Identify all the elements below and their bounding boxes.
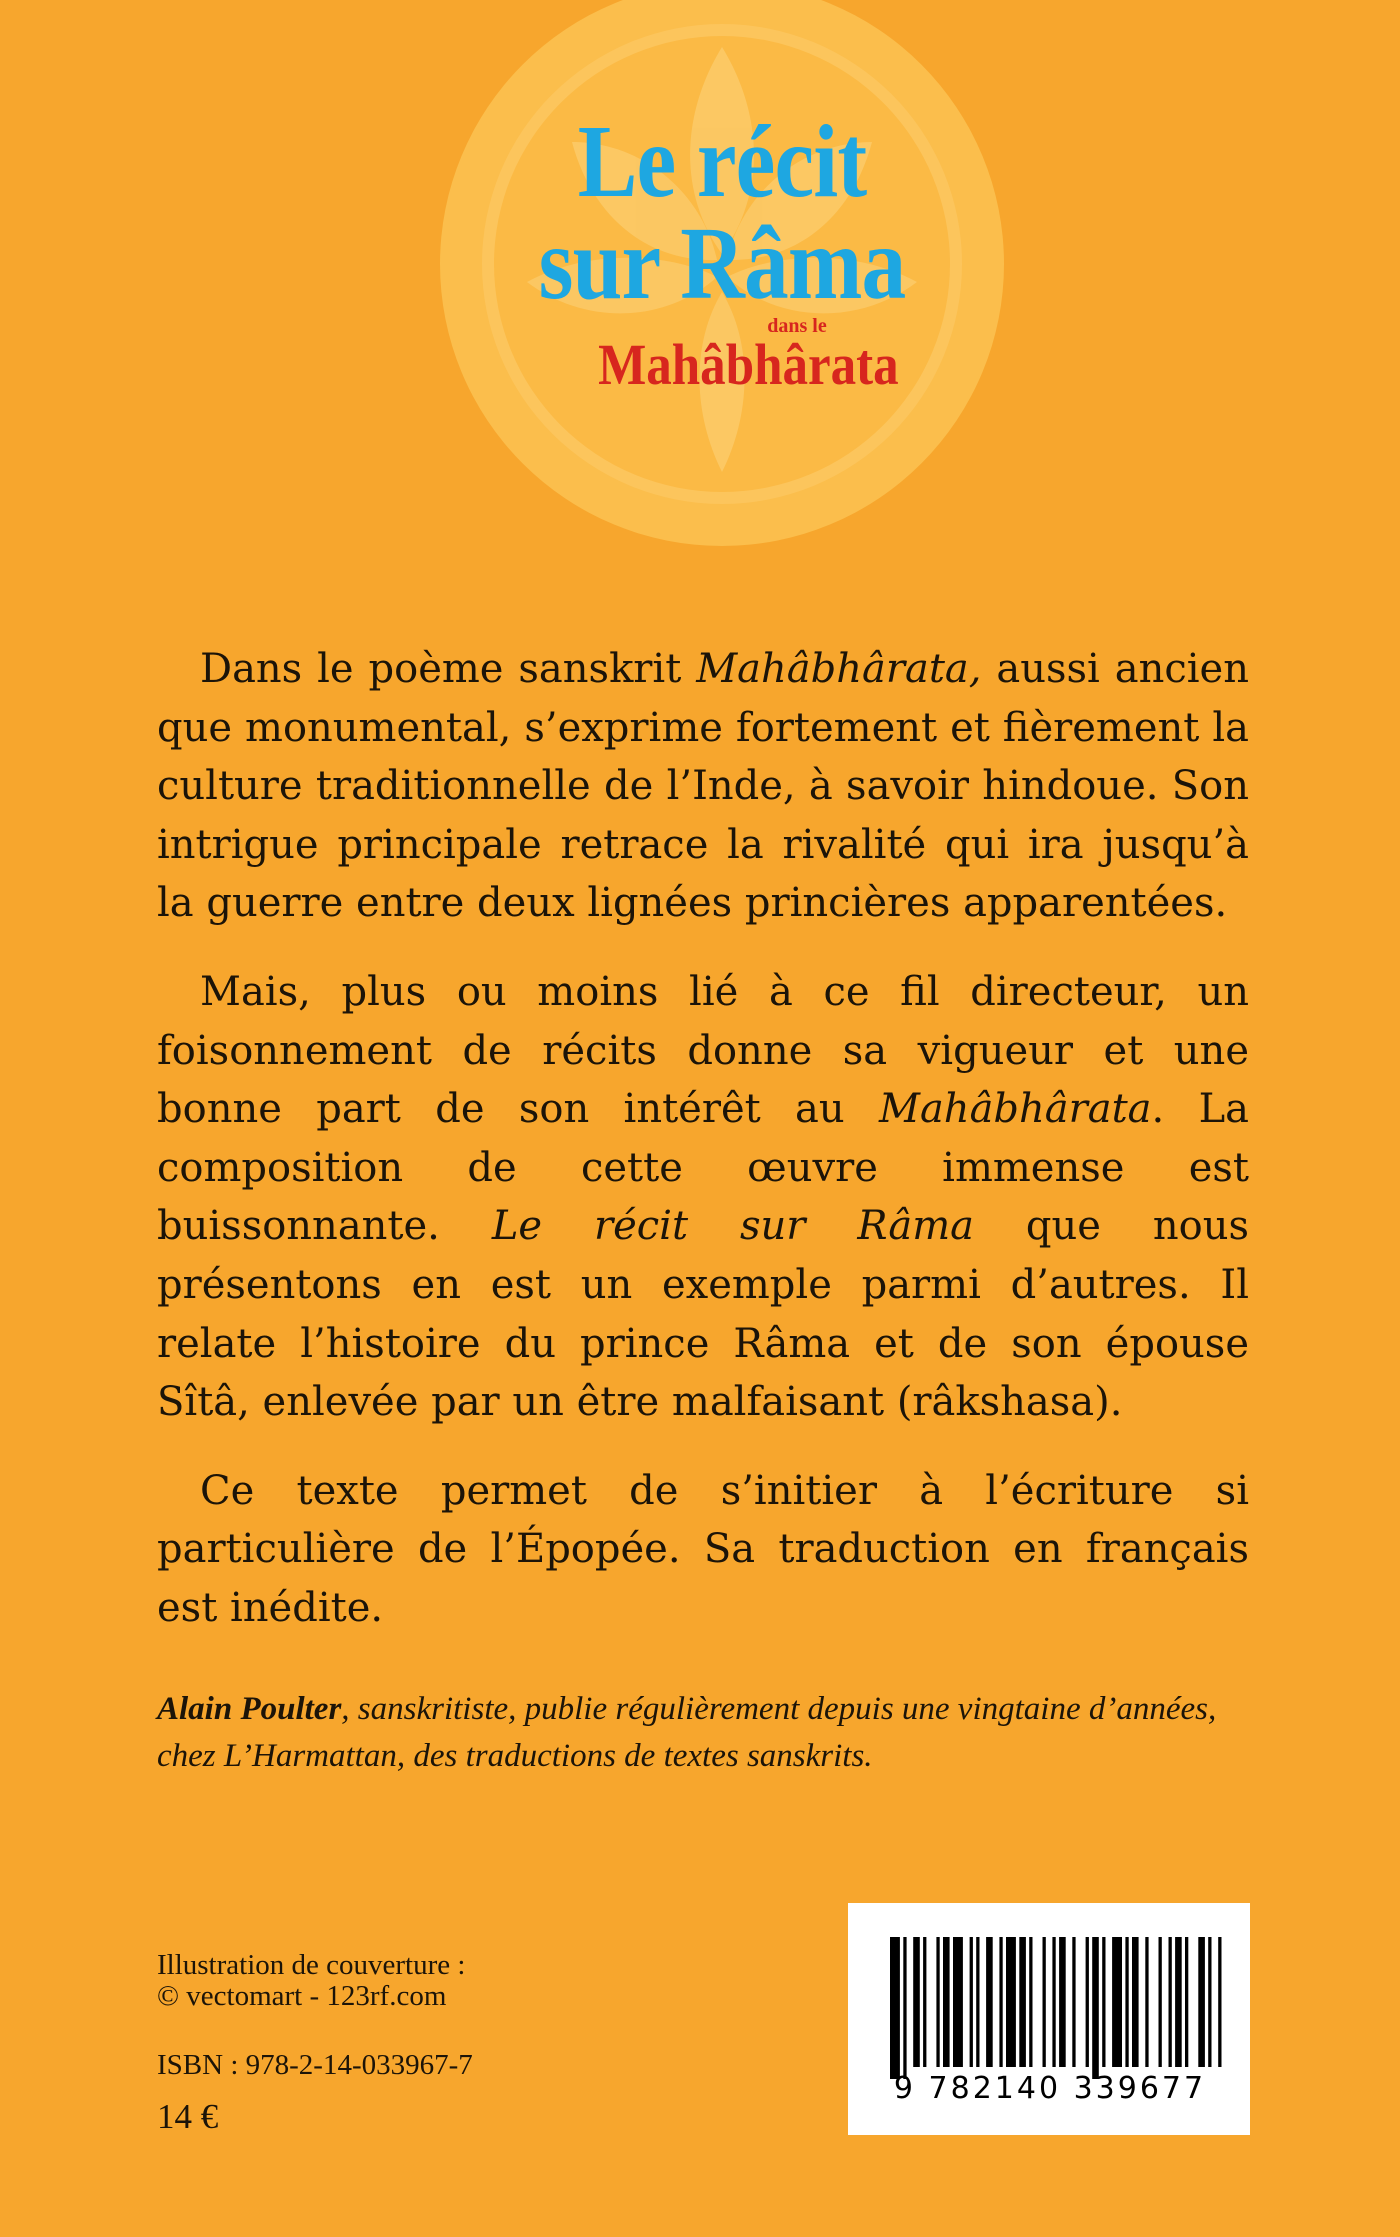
barcode-bar (1019, 1937, 1026, 2067)
barcode-bar (976, 1937, 979, 2067)
blurb-paragraph-2: Mais, plus ou moins lié à ce fil directeur, un foisonnement de récits donne sa vigueur et une bonne part de son intérêt au Mahâbhârata. La composition de cette œuvre immense est buissonnante. Le récit sur Râma que nous présentons en est un exemple parmi d’autres. Il relate l’histoire du prince Râma et de son épouse Sîtâ, enlevée par un être malfaisant (râkshasa). (157, 968, 1250, 1426)
barcode-bar (943, 1937, 950, 2067)
barcode-bar (1043, 1937, 1046, 2067)
barcode-bar (1059, 1937, 1066, 2067)
barcode-bar (1029, 1937, 1032, 2067)
barcode-bar (1052, 1937, 1055, 2067)
blurb-paragraph-1: Dans le poème sanskrit Mahâbhârata, aussi ancien que monumental, s’exprime fortement et fièrement la culture traditionnelle de l’Inde, à savoir hindoue. Son intrigue principale retrace la rivalité qui ira jusqu’à la guerre entre deux lignées princières apparentées. (157, 646, 1249, 927)
barcode-bar (913, 1937, 920, 2067)
barcode-bar (1145, 1937, 1148, 2067)
title-line-1: Le récit (577, 104, 867, 219)
illustration-credits: Illustration de couverture : © vectomart - 123rf.com (157, 1949, 466, 2012)
barcode-bar (1185, 1937, 1188, 2067)
author-name: Alain Poulter (157, 1691, 342, 1727)
barcode-bar (953, 1937, 963, 2067)
barcode-bar (903, 1937, 906, 2079)
blurb-paragraph-3: Ce texte permet de s’initier à l’écriture si particulière de l’Épopée. Sa traduction en français est inédite. (157, 1467, 1249, 1631)
barcode-bar (1198, 1937, 1205, 2067)
barcode-bar (1218, 1937, 1221, 2067)
barcode-digits: 9 782140 339677 (893, 2071, 1207, 2106)
title-connector: dans le (767, 315, 827, 337)
barcode-bar (1169, 1937, 1172, 2067)
barcode-bar (986, 1937, 993, 2067)
barcode-bar (1175, 1937, 1182, 2067)
barcode-bar (970, 1937, 973, 2067)
barcode-bar (1086, 1937, 1089, 2067)
barcode (848, 1903, 1250, 2135)
barcode-bar (1072, 1937, 1075, 2067)
barcode-bar (1159, 1937, 1162, 2067)
barcode-bar (999, 1937, 1002, 2067)
barcode-bar (1208, 1937, 1211, 2067)
barcode-bar (1125, 1937, 1128, 2067)
barcode-bar (1112, 1937, 1122, 2067)
price: 14 € (157, 2097, 219, 2136)
title-line-2: sur Râma (538, 206, 906, 321)
barcode-bar (1102, 1937, 1105, 2067)
barcode-bar (936, 1937, 939, 2067)
barcode-bar (1132, 1937, 1139, 2067)
title-line-3: Mahâbhârata (598, 332, 899, 397)
isbn: ISBN : 978-2-14-033967-7 (157, 2049, 473, 2081)
barcode-bar (1006, 1937, 1016, 2067)
barcode-bar (923, 1937, 926, 2067)
barcode-bar (1092, 1937, 1099, 2079)
blurb (157, 640, 1249, 1668)
barcode-bar (890, 1937, 900, 2079)
book-title (432, 104, 1012, 397)
author-bio: Alain Poulter, sanskritiste, publie régulièrement depuis une vingtaine d’années, chez L’Harmattan, des traductions de textes sanskrits. (157, 1691, 1217, 1774)
